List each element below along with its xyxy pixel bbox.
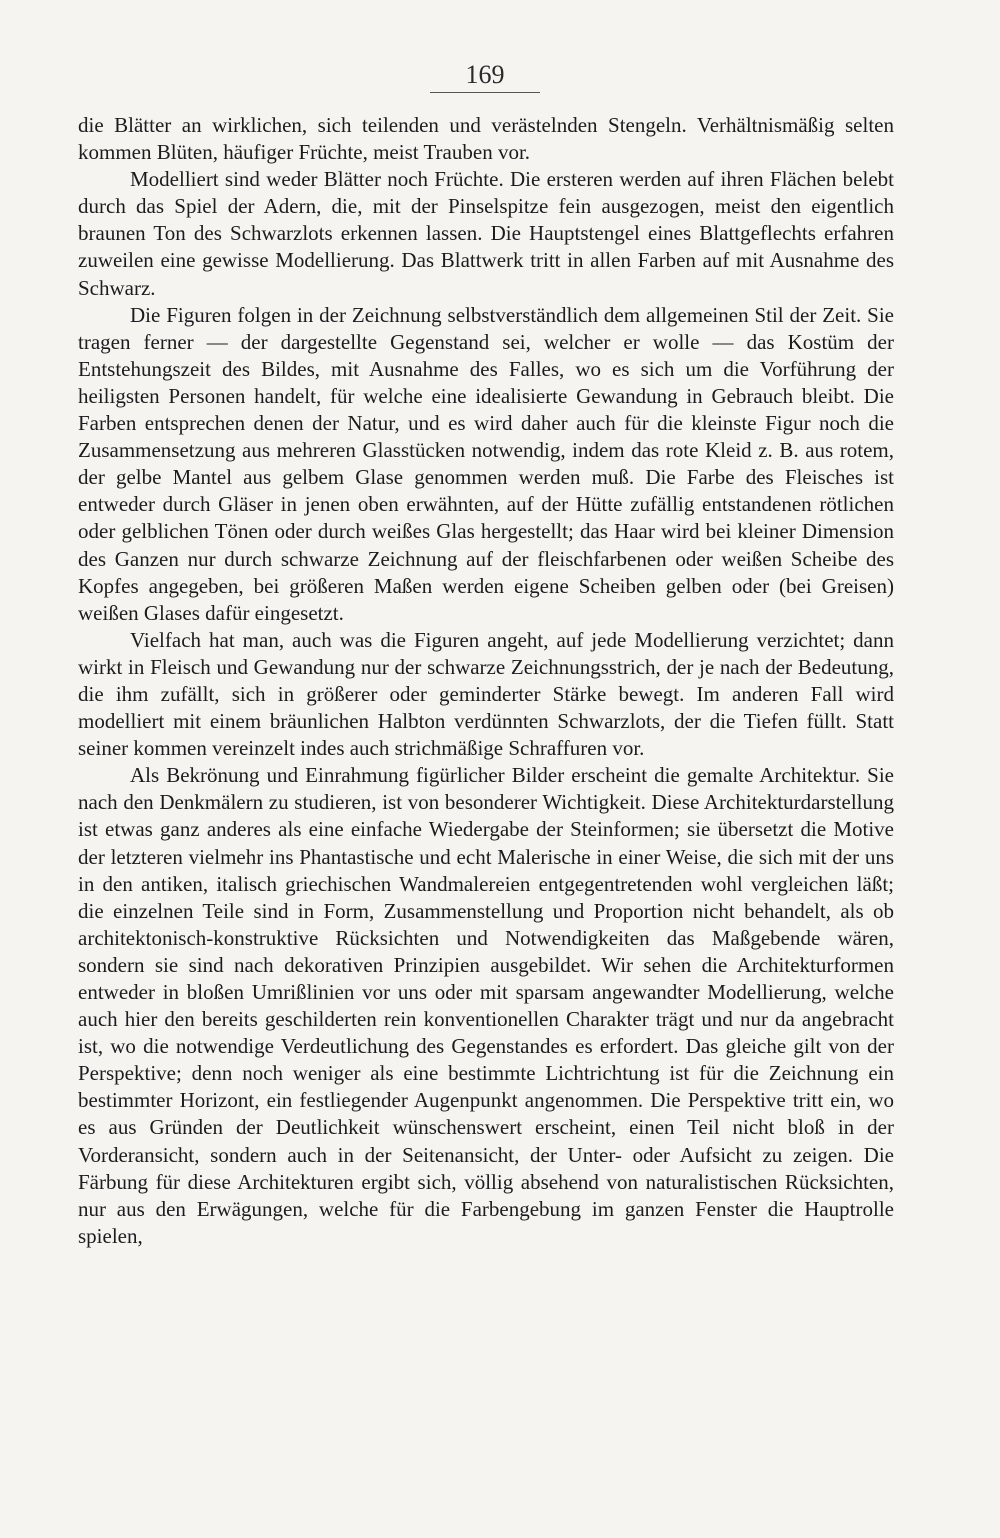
paragraph: Modelliert sind weder Blätter noch Früchte. Die ersteren werden auf ihren Flächen belebt durch das Spiel der Adern, die, mit der Pinselspitze fein ausgezogen, meist den eigentlich braunen Ton des Schwarzlots erkennen lassen. Die Hauptstengel eines Blattgeflechts erfahren zuweilen eine gewisse Modellierung. Das Blattwerk tritt in allen Farben auf mit Ausnahme des Schwarz. [78, 167, 894, 300]
paragraph: Als Bekrönung und Einrahmung figürlicher Bilder erscheint die gemalte Architektur. Sie nach den Denkmälern zu studieren, ist von besonderer Wichtigkeit. Diese Architekturdarstellung ist etwas ganz anderes als eine einfache Wiedergabe der Steinformen; sie übersetzt die Motive der letzteren vielmehr ins Phantastische und echt Malerische in einer Weise, die sich mit der uns in den antiken, italisch griechischen Wandmalereien entgegentretenden wohl vergleichen läßt; die einzelnen Teile sind in Form, Zusammenstellung und Proportion nicht behandelt, als ob architektonisch-konstruktive Rücksichten und Notwendigkeiten das Maßgebende wären, sondern sie sind nach dekorativen Prinzipien ausgebildet. Wir sehen die Architekturformen entweder in bloßen Umrißlinien vor uns oder mit sparsam angewandter Modellierung, welche auch hier den bereits geschilderten rein konventionellen Charakter trägt und nur da angebracht ist, wo die notwendige Verdeutlichung des Gegenstandes es erfordert. Das gleiche gilt von der Perspektive; denn noch weniger als eine bestimmte Lichtrichtung ist für die Zeichnung ein bestimmter Horizont, ein festliegender Augenpunkt angenommen. Die Perspektive tritt ein, wo es aus Gründen der Deutlichkeit wünschenswert erscheint, einen Teil nicht bloß in der Vorderansicht, sondern auch in der Seitenansicht, der Unter- oder Aufsicht zu zeigen. Die Färbung für diese Architekturen ergibt sich, völlig absehend von naturalistischen Rücksichten, nur aus den Erwägungen, welche für die Farbengebung im ganzen Fenster die Hauptrolle spielen, [78, 763, 894, 1248]
paragraph: die Blätter an wirklichen, sich teilenden und verästelnden Stengeln. Verhältnismäßig selten kommen Blüten, häufiger Früchte, meist Trauben vor. [78, 113, 894, 165]
body-text [78, 112, 894, 1250]
page-number: 169 [430, 60, 540, 93]
paragraph: Die Figuren folgen in der Zeichnung selbstverständlich dem allgemeinen Stil der Zeit. Sie tragen ferner — der dargestellte Gegenstand sei, welcher er wolle — das Kostüm der Entstehungszeit des Bildes, mit Ausnahme des Falles, wo es sich um die Vorführung der heiligsten Personen handelt, für welche eine idealisierte Gewandung in Gebrauch bleibt. Die Farben entsprechen denen der Natur, und es wird daher auch für die kleinste Figur noch die Zusammensetzung aus mehreren Glasstücken notwendig, indem das rote Kleid z. B. aus rotem, der gelbe Mantel aus gelbem Glase genommen werden muß. Die Farbe des Fleisches ist entweder durch Gläser in jenen oben erwähnten, auf der Hütte zufällig entstandenen rötlichen oder gelblichen Tönen oder durch weißes Glas hergestellt; das Haar wird bei kleiner Dimension des Ganzen nur durch schwarze Zeichnung auf der fleischfarbenen oder weißen Scheibe des Kopfes angegeben, bei größeren Maßen werden eigene Scheiben gelben oder (bei Greisen) weißen Glases dafür eingesetzt. [78, 302, 894, 625]
paragraph: Vielfach hat man, auch was die Figuren angeht, auf jede Modellierung verzichtet; dann wirkt in Fleisch und Gewandung nur der schwarze Zeichnungsstrich, der je nach der Bedeutung, die ihm zufällt, sich in größerer oder geminderter Stärke bewegt. Im anderen Fall wird modelliert mit einem bräunlichen Halbton verdünnten Schwarzlots, der die Tiefen füllt. Statt seiner kommen vereinzelt indes auch strichmäßige Schraffuren vor. [78, 627, 894, 761]
